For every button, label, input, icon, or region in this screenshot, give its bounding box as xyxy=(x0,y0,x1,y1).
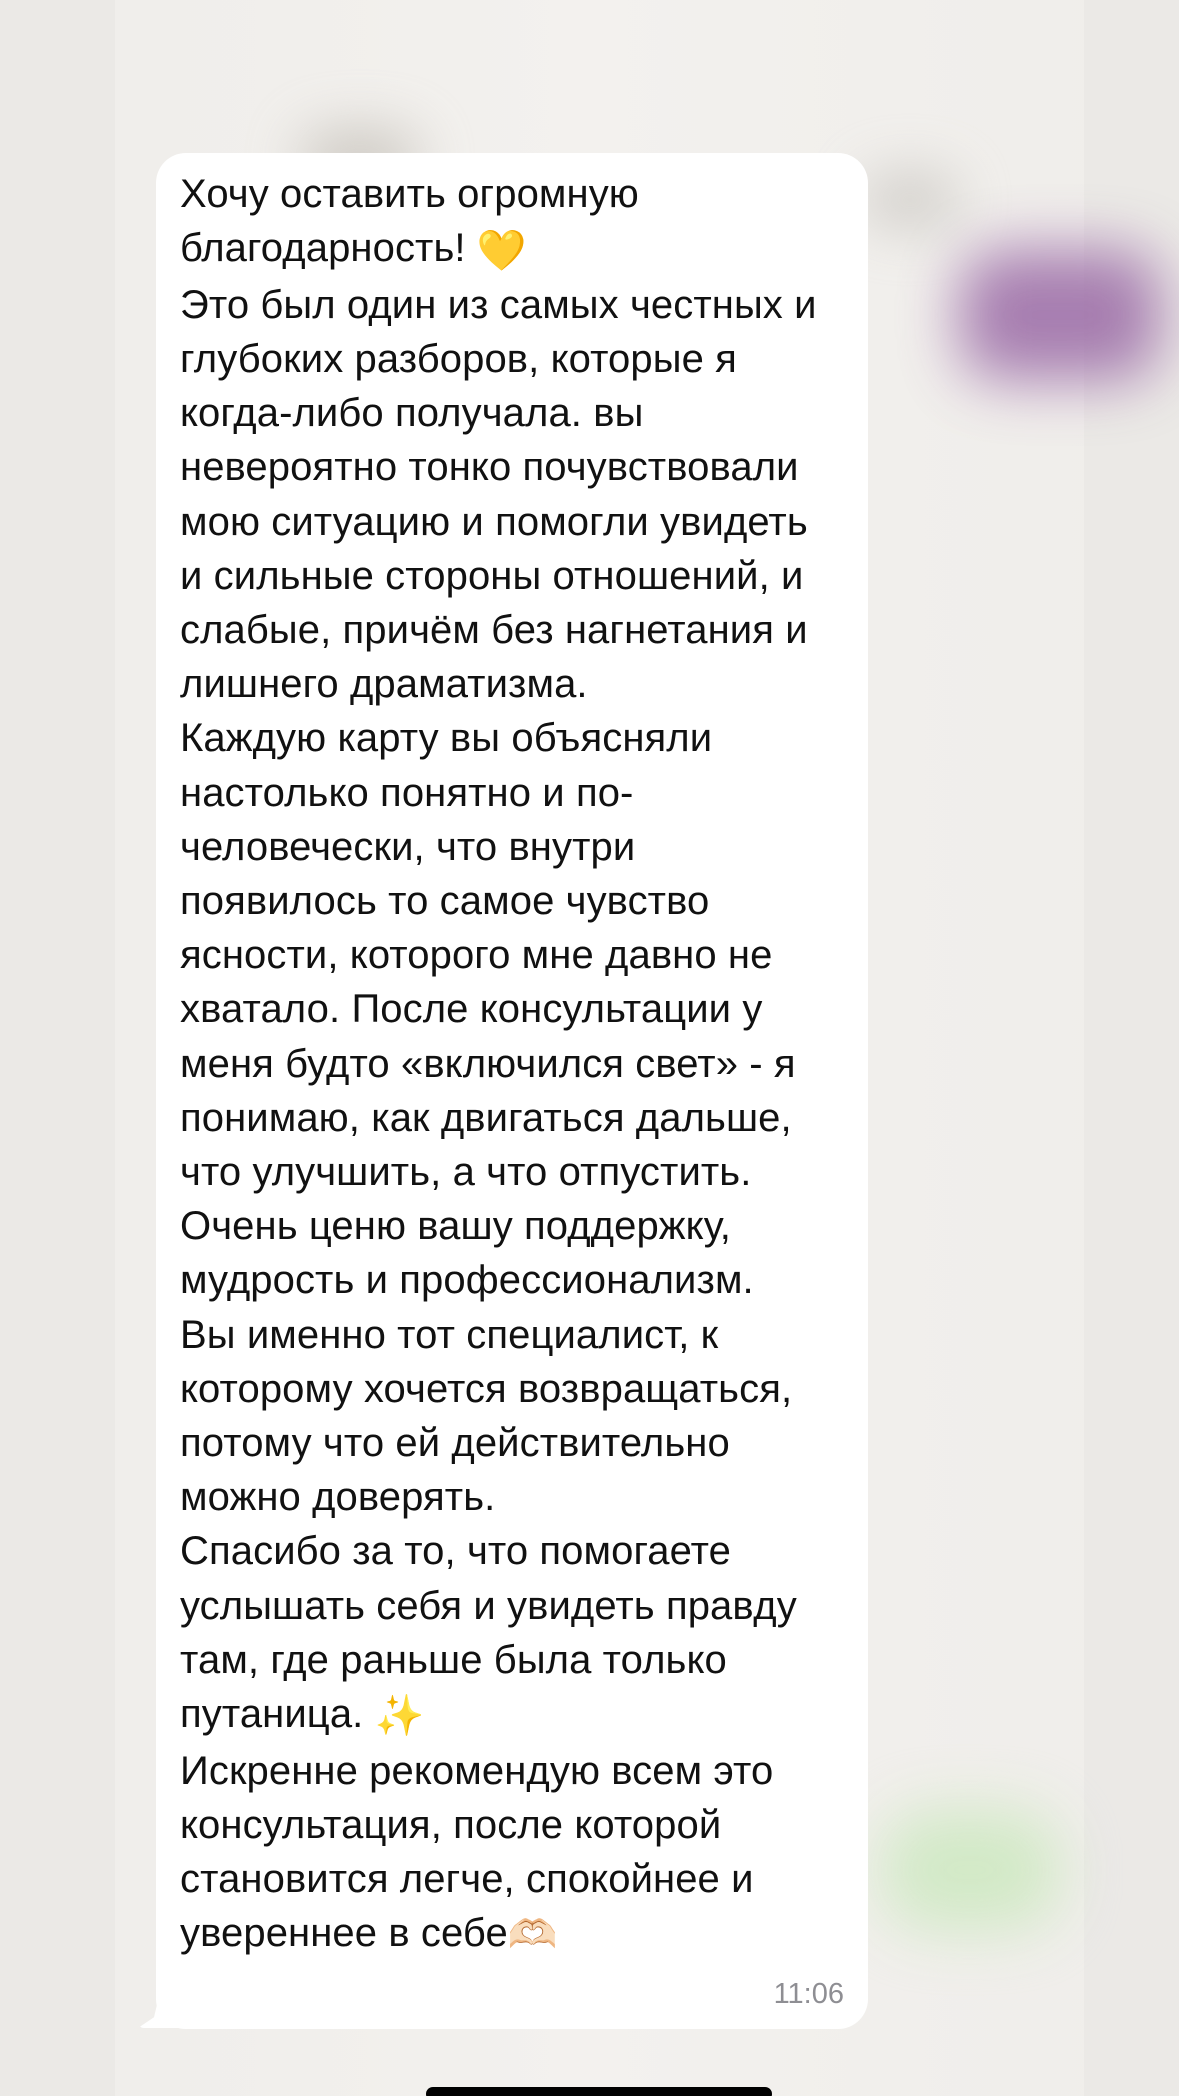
message-paragraph: Хочу оставить огромную благодарность! 💛 xyxy=(180,167,840,278)
yellow-heart-icon: 💛 xyxy=(476,228,527,273)
blurred-background-element xyxy=(860,170,960,230)
background-left xyxy=(0,0,115,2096)
message-paragraph: Спасибо за то, что помогаете услышать себя и увидеть правду там, где раньше была только путаница. ✨ xyxy=(180,1524,840,1743)
home-indicator[interactable] xyxy=(426,2087,772,2096)
blurred-sticker xyxy=(960,250,1160,380)
incoming-message-bubble[interactable] xyxy=(156,153,868,2029)
blurred-outgoing-bubble xyxy=(880,1810,1060,1930)
message-paragraph: Очень ценю вашу поддержку, мудрость и профессионализм. xyxy=(180,1204,754,1303)
message-paragraph: Вы именно тот специалист, к которому хочется возвращаться, потому что ей действительно можно доверять. xyxy=(180,1312,793,1520)
message-paragraph: Это был один из самых честных и глубоких разборов, которые я когда-либо получала. вы невероятно тонко почувствовали мою ситуацию и помогли увидеть и сильные стороны отношений, и слабые, причём без нагнетания и лишнего драматизма. xyxy=(180,282,817,707)
sparkles-icon: ✨ xyxy=(374,1694,425,1739)
message-timestamp: 11:06 xyxy=(773,1978,844,2010)
heart-hands-icon: 🫶🏻 xyxy=(507,1913,558,1958)
message-paragraph: Искренне рекомендую всем это консультация, после которой становится легче, спокойнее и увереннее в себе🫶🏻 xyxy=(180,1744,840,1963)
message-paragraph: Каждую карту вы объясняли настолько понятно и по-человечески, что внутри появилось то самое чувство ясности, которого мне давно не хватало. После консультации у меня будто «включился свет» - я понимаю, как двигаться дальше, что улучшить, а что отпустить. xyxy=(180,716,796,1194)
message-text xyxy=(180,167,840,1963)
